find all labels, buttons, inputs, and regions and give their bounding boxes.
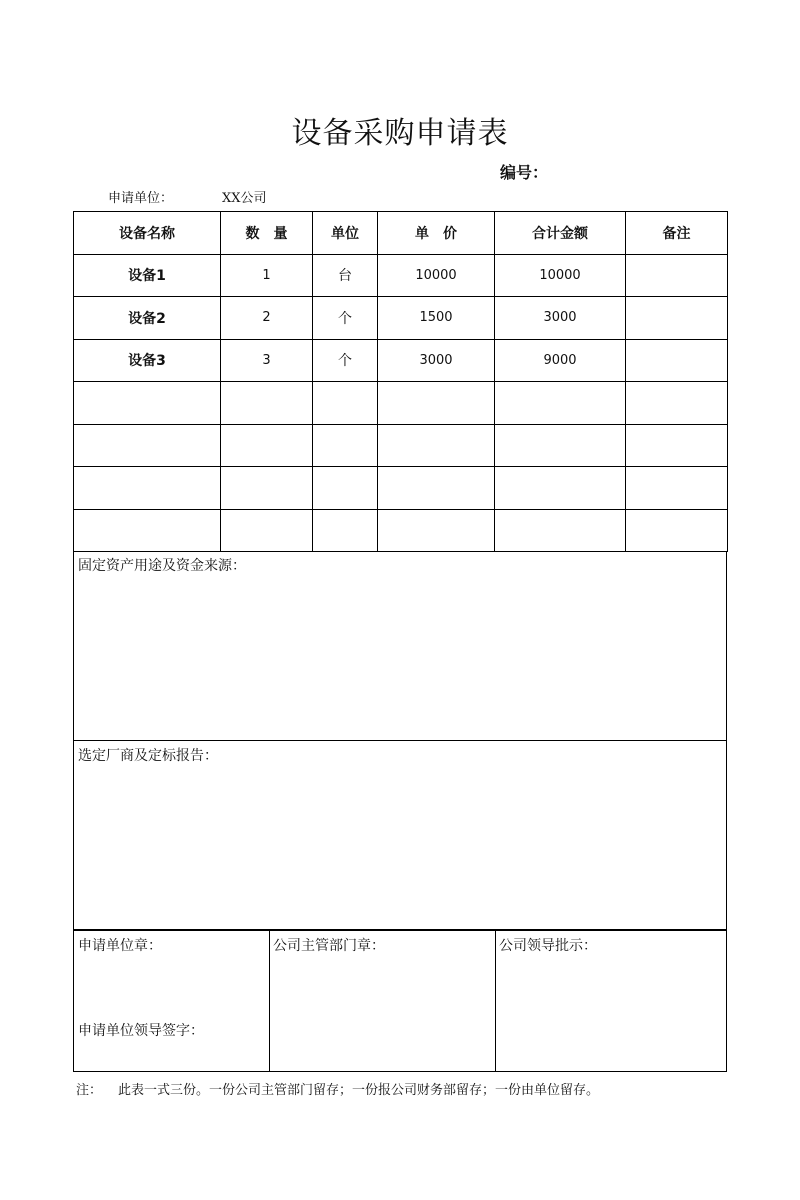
table-row bbox=[74, 509, 728, 552]
cell-unit-price bbox=[378, 424, 495, 467]
cell-unit-price: 3000 bbox=[378, 339, 495, 382]
cell-unit: 个 bbox=[313, 339, 378, 382]
signature-section bbox=[73, 929, 727, 1072]
cell-quantity: 3 bbox=[221, 339, 313, 382]
cell-remarks bbox=[626, 424, 728, 467]
cell-remarks bbox=[626, 509, 728, 552]
header-equipment-name: 设备名称 bbox=[74, 212, 221, 255]
department-seal-label: 申请单位章： bbox=[78, 938, 162, 954]
cell-unit bbox=[313, 467, 378, 510]
cell-unit: 台 bbox=[313, 254, 378, 297]
cell-total-amount bbox=[495, 509, 626, 552]
table-row bbox=[74, 339, 728, 382]
table-row bbox=[74, 467, 728, 510]
cell-unit-price: 10000 bbox=[378, 254, 495, 297]
form-title: 设备采购申请表 bbox=[291, 116, 509, 151]
cell-equipment-name: 设备2 bbox=[74, 297, 221, 340]
table-row bbox=[74, 424, 728, 467]
cell-equipment-name bbox=[74, 467, 221, 510]
table-row bbox=[74, 382, 728, 425]
cell-remarks bbox=[626, 467, 728, 510]
header-unit: 单位 bbox=[313, 212, 378, 255]
cell-remarks bbox=[626, 339, 728, 382]
leader-approval-label: 公司领导批示： bbox=[499, 938, 597, 954]
cell-unit-price bbox=[378, 509, 495, 552]
applicant-unit-value: XX公司 bbox=[222, 191, 267, 206]
header-total-amount: 合计金额 bbox=[495, 212, 626, 255]
cell-equipment-name bbox=[74, 424, 221, 467]
cell-total-amount: 9000 bbox=[495, 339, 626, 382]
admin-seal-cell bbox=[269, 930, 496, 1071]
leader-approval-cell bbox=[495, 930, 726, 1071]
table-row bbox=[74, 254, 728, 297]
header-quantity: 数 量 bbox=[221, 212, 313, 255]
cell-unit: 个 bbox=[313, 297, 378, 340]
cell-total-amount bbox=[495, 382, 626, 425]
cell-equipment-name bbox=[74, 509, 221, 552]
department-leader-signature-label: 申请单位领导签字： bbox=[78, 1023, 204, 1039]
header-remarks: 备注 bbox=[626, 212, 728, 255]
header-unit-price: 单 价 bbox=[378, 212, 495, 255]
cell-remarks bbox=[626, 254, 728, 297]
cell-unit bbox=[313, 382, 378, 425]
cell-quantity bbox=[221, 424, 313, 467]
cell-total-amount bbox=[495, 467, 626, 510]
cell-equipment-name bbox=[74, 382, 221, 425]
cell-unit bbox=[313, 509, 378, 552]
cell-remarks bbox=[626, 297, 728, 340]
admin-seal-label: 公司主管部门章： bbox=[273, 938, 385, 954]
table-row bbox=[74, 297, 728, 340]
cell-total-amount bbox=[495, 424, 626, 467]
vendor-report-section bbox=[73, 740, 727, 931]
cell-quantity: 1 bbox=[221, 254, 313, 297]
usage-funding-section bbox=[73, 551, 727, 741]
cell-equipment-name: 设备1 bbox=[74, 254, 221, 297]
cell-quantity bbox=[221, 467, 313, 510]
cell-unit-price: 1500 bbox=[378, 297, 495, 340]
cell-total-amount: 10000 bbox=[495, 254, 626, 297]
footnote-text: 此表一式三份。一份公司主管部门留存；一份报公司财务部留存；一份由单位留存。 bbox=[118, 1083, 600, 1098]
cell-equipment-name: 设备3 bbox=[74, 339, 221, 382]
cell-remarks bbox=[626, 382, 728, 425]
cell-unit-price bbox=[378, 467, 495, 510]
serial-number-label: 编号： bbox=[500, 163, 549, 182]
usage-funding-label: 固定资产用途及资金来源： bbox=[78, 558, 246, 574]
cell-quantity bbox=[221, 509, 313, 552]
cell-quantity bbox=[221, 382, 313, 425]
cell-total-amount: 3000 bbox=[495, 297, 626, 340]
cell-unit-price bbox=[378, 382, 495, 425]
footnote-label: 注： bbox=[76, 1083, 103, 1098]
vendor-report-label: 选定厂商及定标报告： bbox=[78, 748, 218, 764]
applicant-unit-label: 申请单位： bbox=[108, 191, 174, 206]
cell-unit bbox=[313, 424, 378, 467]
department-seal-cell bbox=[74, 930, 270, 1071]
equipment-table bbox=[73, 211, 728, 552]
cell-quantity: 2 bbox=[221, 297, 313, 340]
footnote bbox=[76, 1079, 599, 1098]
table-header-row bbox=[74, 212, 728, 255]
